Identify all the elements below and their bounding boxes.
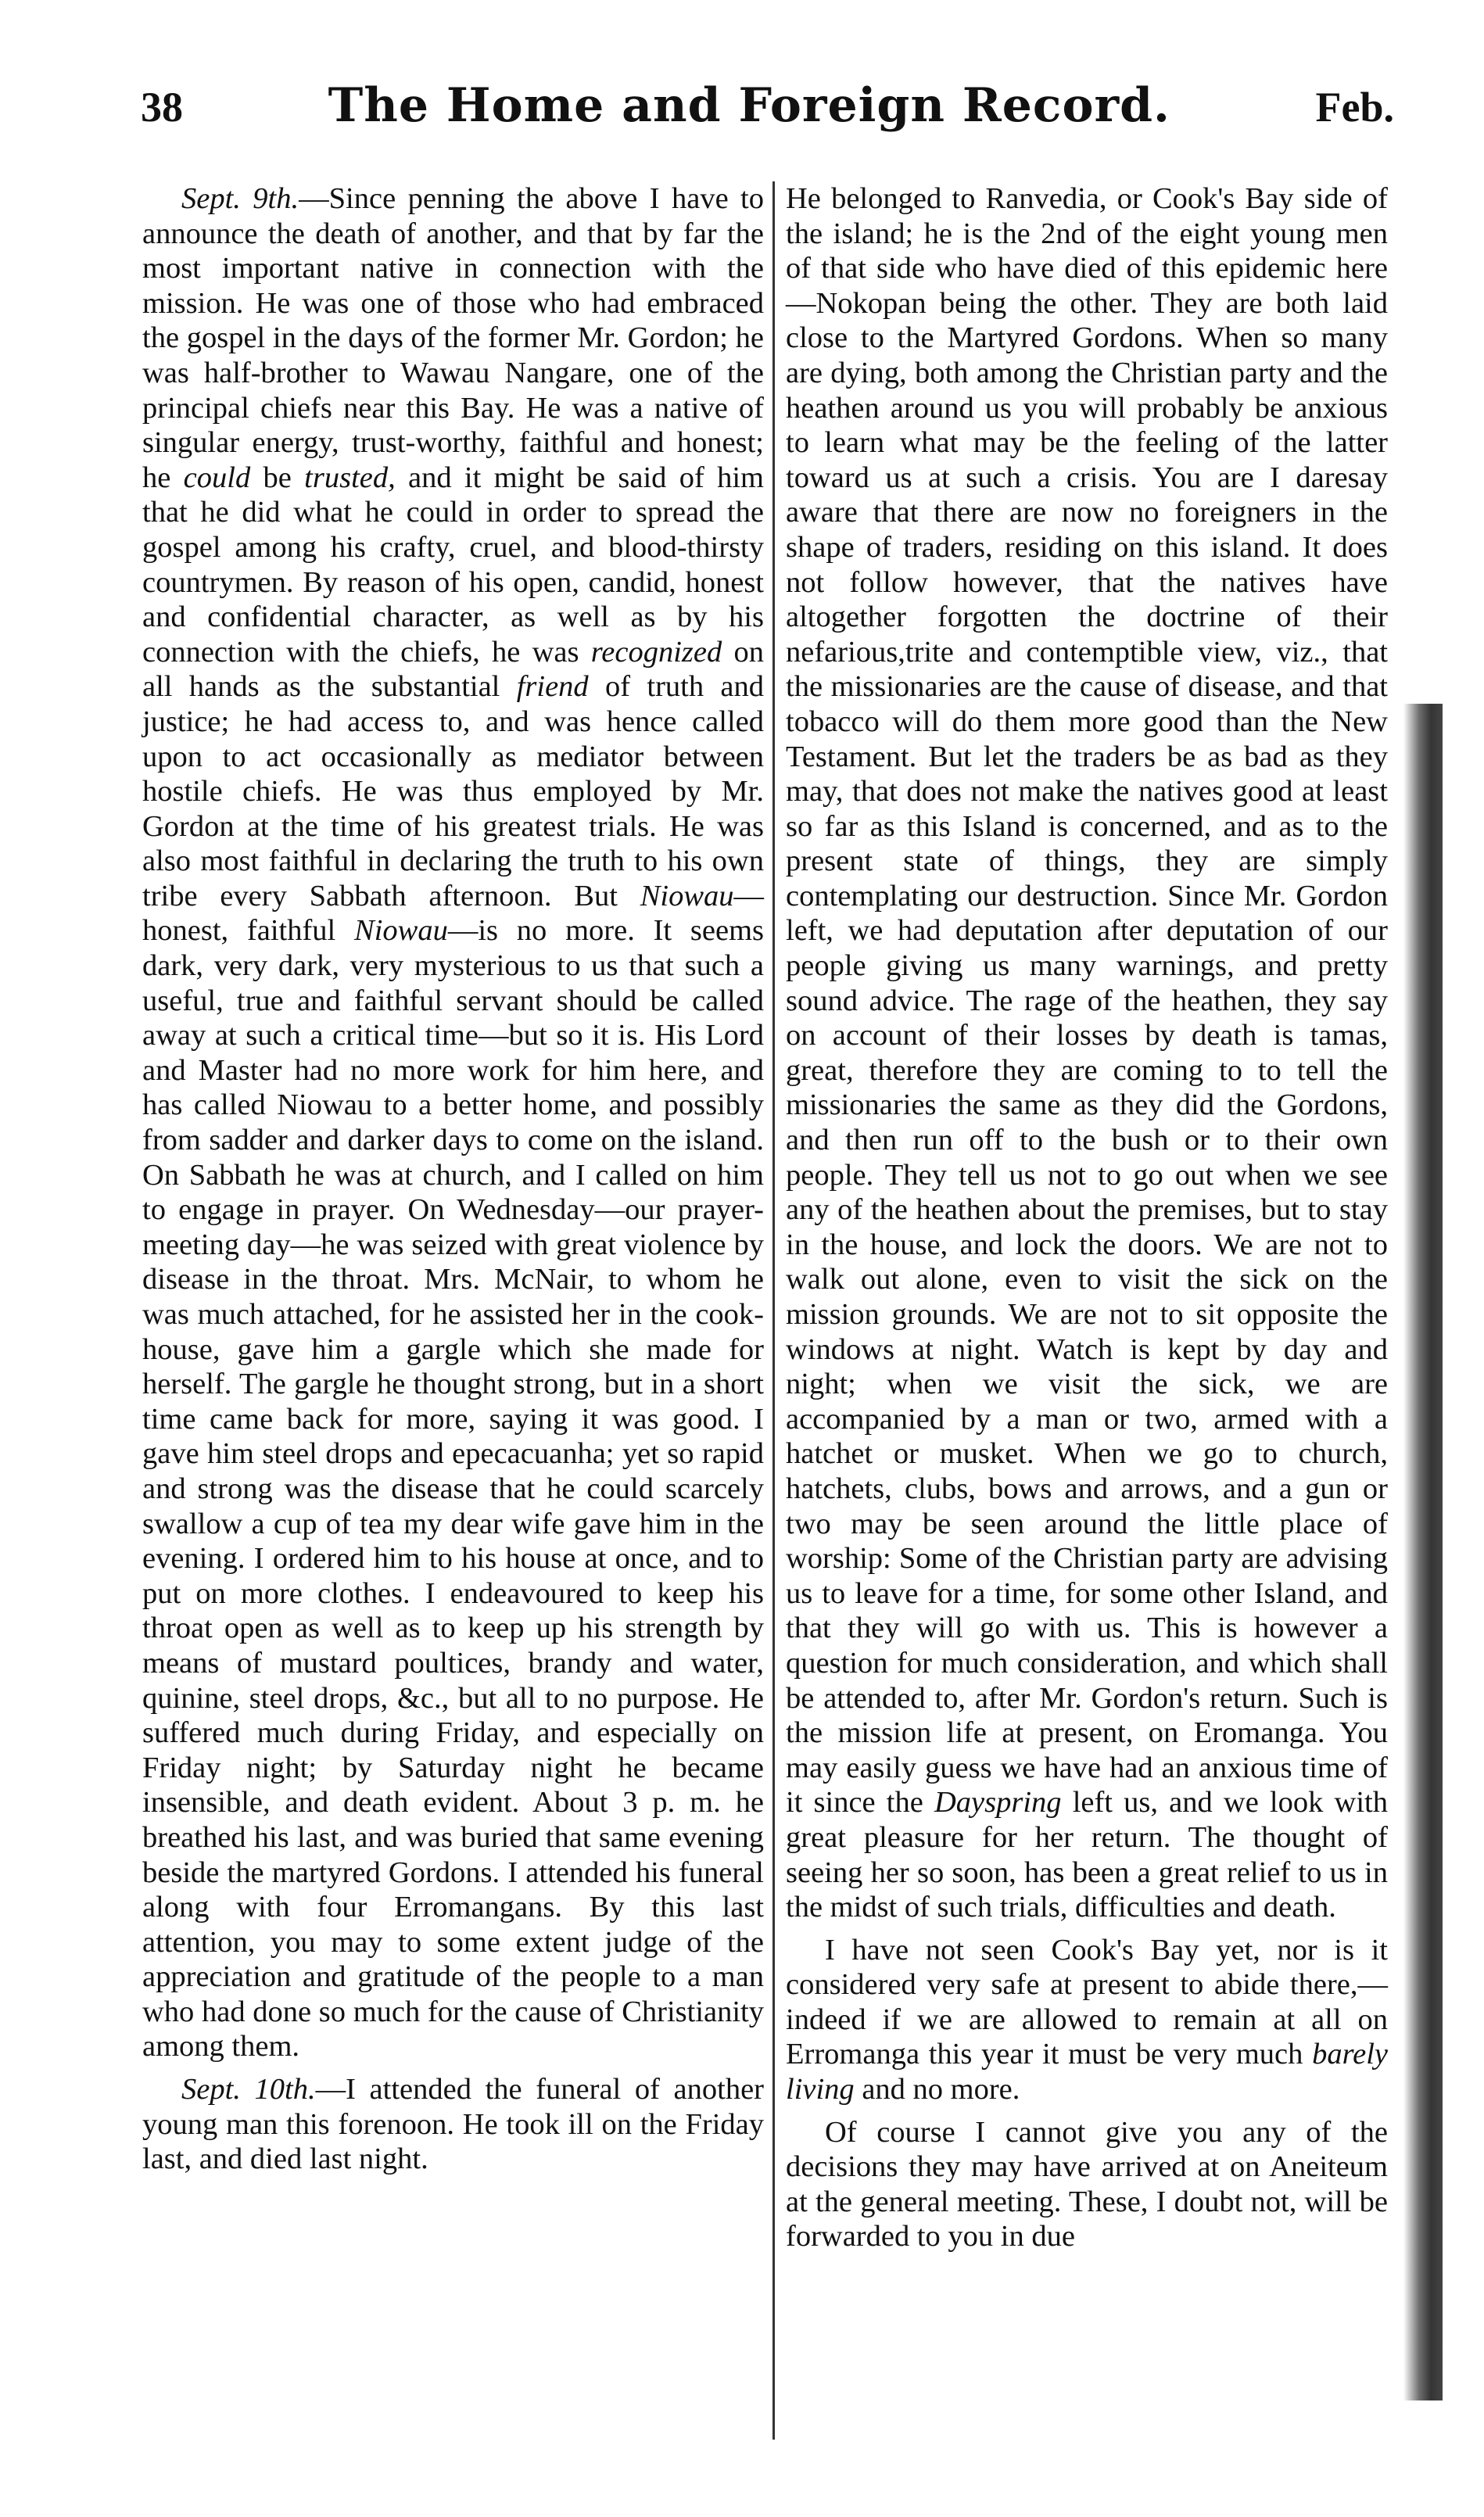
paragraph-text: of truth and justice; he had access to, and was hence called upon to act occasionally as mediator between hostile chiefs. He was thus employed by Mr. Gordon at the time of his greatest trials. He was also most faithful in declaring the truth to his own tribe every Sabbath afternoon. But: [142, 670, 764, 913]
paragraph-text: —is no more. It seems dark, very dark, very mysterious to us that such a useful, true and faithful servant should be called away at such a critical time—but so it is. His Lord and Master had no more work for him here, and has called Niowau to a better home, and possibly from sadder and darker days to come on the island. On Sabbath he was at church, and I called on him to engage in prayer. On Wednesday—our prayer-meeting day—he was seized with great violence by disease in the throat. Mrs. McNair, to whom he was much attached, for he assisted her in the cook-house, gave him a gargle which she made for herself. The gargle he thought strong, but in a short time came back for more, saying it was good. I gave him steel drops and epecacuanha; yet so rapid and strong was the disease that he could scarcely swallow a cup of tea my dear wife gave him in the evening. I ordered him to his house at once, and to put on more clothes. I endeavoured to keep his throat open as well as to keep up his strength by means of mustard poultices, brandy and water, quinine, steel drops, &c., but all to no purpose. He suffered much during Friday, and especially on Friday night; by Saturday night he became insensible, and death evident. About 3 p. m. he breathed his last, and was buried that same evening beside the martyred Gordons. I attended his funeral along with four Erromangans. By this last attention, you may to some extent judge of the appreciation and gratitude of the people to a man who had done so much for the cause of Christianity among them.: [142, 914, 764, 2063]
page-edge-shadow: [1403, 704, 1443, 2400]
emphasis-friend: friend: [516, 670, 589, 704]
right-column: [786, 181, 1388, 2254]
paragraph-text: —honest, faithful: [142, 879, 764, 948]
paragraph-text: I have not seen Cook's Bay yet, nor is it considered very safe at present to abide there,—indeed if we are allowed to remain at all on Erromanga this year it must be very much: [786, 1933, 1388, 2071]
paragraph-decisions: [786, 2115, 1388, 2254]
emphasis-niowau: Niowau: [640, 879, 734, 913]
paragraph-sept-9: [142, 181, 764, 2064]
emphasis-recognized: recognized: [590, 635, 722, 669]
paragraph-text: and no more.: [854, 2073, 1020, 2106]
page-number: 38: [141, 84, 183, 131]
emphasis-barely-living: barely living: [786, 2038, 1388, 2106]
emphasis-could: could: [183, 461, 251, 494]
paragraph-text: and it might be said of him that he did what he could in order to spread the gospel among his crafty, cruel, and blood-thirsty countrymen. By reason of his open, candid, honest and confidential character, as well as by his connection with the chiefs, he was: [142, 461, 765, 669]
paragraph-text: —Since penning the above I have to announce the death of another, and that by far the most important native in connection with the mission. He was one of those who had embraced the gospel in the days of the former Mr. Gordon; he was half-brother to Wawau Nangare, one of the principal chiefs near this Bay. He was a native of singular energy, trust-worthy, faithful and honest; he: [142, 182, 764, 494]
left-column: [142, 181, 764, 2177]
emphasis-trusted: trusted,: [304, 461, 396, 494]
dateline-sept-10: Sept. 10th.: [181, 2073, 316, 2106]
running-title: The Home and Foreign Record.: [328, 78, 1170, 133]
dateline-sept-9: Sept. 9th.: [181, 182, 299, 215]
paragraph-text: He belonged to Ranvedia, or Cook's Bay side of the island; he is the 2nd of the eight young men of that side who have died of this epidemic here—Nokopan being the other. They are both laid close to the Martyred Gordons. When so many are dying, both among the Christian party and the heathen around us you will probably be anxious to learn what may be the feeling of the latter toward us at such a crisis. You are I daresay aware that there are now no foreigners in the shape of traders, residing on this island. It does not follow however, that the natives have altogether forgotten the doctrine of their nefarious,trite and contemptible view, viz., that the missionaries are the cause of disease, and that tobacco will do them more good than the New Testament. But let the traders be as bad as they may, that does not make the natives good at least so far as this Island is concerned, and as to the present state of things, they are simply contemplating our destruction. Since Mr. Gordon left, we had deputation after deputation of our people giving us many warnings, and pretty sound advice. The rage of the heathen, they say on account of their losses by death is tamas, great, therefore they are coming to to tell the missionaries the same as they did the Gordons, and then run off to the bush or to their own people. They tell us not to go out when we see any of the heathen about the premises, but to stay in the house, and lock the doors. We are not to walk out alone, even to visit the sick on the mission grounds. We are not to sit opposite the windows at night. Watch is kept by day and night; when we visit the sick, we are accompanied by a man or two, armed with a hatchet or musket. When we go to church, hatchets, clubs, bows and arrows, and a gun or two may be seen around the little place of worship: Some of the Christian party are advising us to leave for a time, for some other Island, and that they will go with us. This is however a question for much consideration, and which shall be attended to, after Mr. Gordon's return. Such is the mission life at present, on Eromanga. You may easily guess we have had an anxious time of it since the: [786, 182, 1388, 1820]
paragraph-continuation: [786, 181, 1388, 1925]
emphasis-dayspring: Dayspring: [934, 1786, 1062, 1820]
paragraph-text: be: [250, 461, 305, 494]
emphasis-niowau: Niowau: [354, 914, 448, 948]
paragraph-text: Of course I cannot give you any of the decisions they may have arrived at on Aneiteum at the general meeting. These, I doubt not, will be forwarded to you in due: [786, 2115, 1388, 2253]
paragraph-text: left us, and we look with great pleasure for her return. The thought of seeing her so soon, has been a great relief to us in the midst of such trials, difficulties and death.: [786, 1786, 1388, 1924]
paragraph-cooks-bay: [786, 1933, 1388, 2107]
paragraph-sept-10: [142, 2072, 764, 2177]
paragraph-text: —I attended the funeral of another young man this forenoon. He took ill on the Friday last, and died last night.: [142, 2073, 765, 2176]
paragraph-text: on all hands as the substantial: [142, 635, 764, 704]
issue-month: Feb.: [1315, 84, 1394, 131]
column-divider: [772, 181, 775, 2440]
page-header: [141, 78, 1394, 164]
